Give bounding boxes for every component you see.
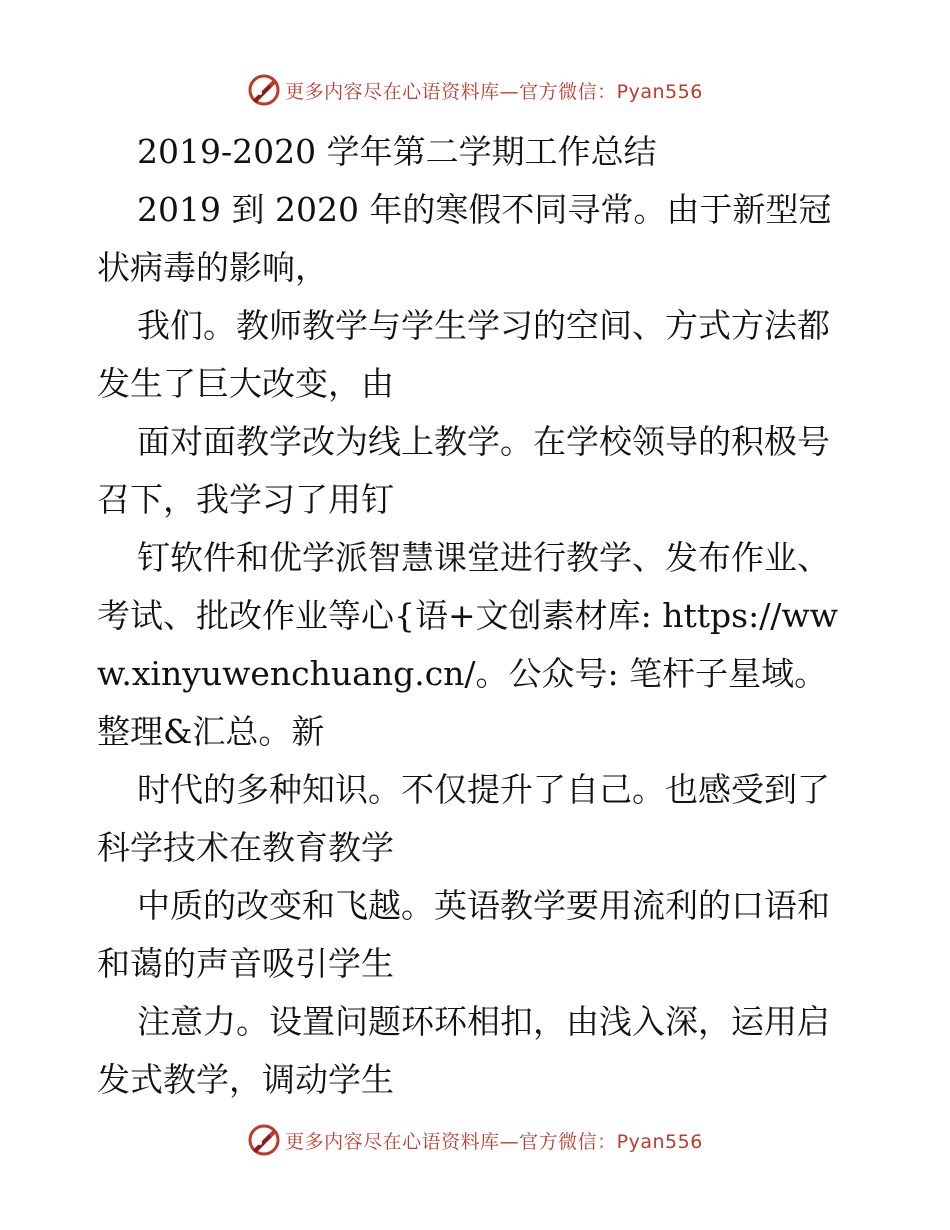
paragraph-2: 我们。教师教学与学生学习的空间、方式方法都发生了巨大改变，由 [97,306,830,403]
footer-watermark-banner [0,1120,950,1160]
paragraph-3: 面对面教学改为线上教学。在学校领导的积极号召下，我学习了用钉 [97,422,830,519]
pen-logo-icon [247,1123,281,1157]
paragraph-5: 时代的多种知识。不仅提升了自己。也感受到了科学技术在教育教学 [97,770,830,867]
paragraph-7: 注意力。设置问题环环相扣，由浅入深，运用启发式教学，调动学生 [97,1002,830,1099]
pen-logo-icon [247,73,281,107]
header-banner-handle: Pyan556 [616,80,703,103]
paragraph-6: 中质的改变和飞越。英语教学要用流利的口语和和蔼的声音吸引学生 [97,886,830,983]
footer-banner-text: 更多内容尽在心语资料库—官方微信： [285,1130,617,1153]
document-title: 2019-2020 学年第二学期工作总结 [137,132,657,171]
footer-banner-handle: Pyan556 [616,1130,703,1153]
paragraph-4: 钉软件和优学派智慧课堂进行教学、发布作业、考试、批改作业等心{语+文创素材库: https://www.xinyuwenchuang.cn/。公众号: 笔杆子星域。整理&汇总。新 [97,538,838,751]
document-body [97,123,857,1109]
paragraph-1: 2019 到 2020 年的寒假不同寻常。由于新型冠状病毒的影响， [97,190,832,287]
header-banner-text: 更多内容尽在心语资料库—官方微信： [285,80,617,103]
header-watermark-banner [0,70,950,110]
